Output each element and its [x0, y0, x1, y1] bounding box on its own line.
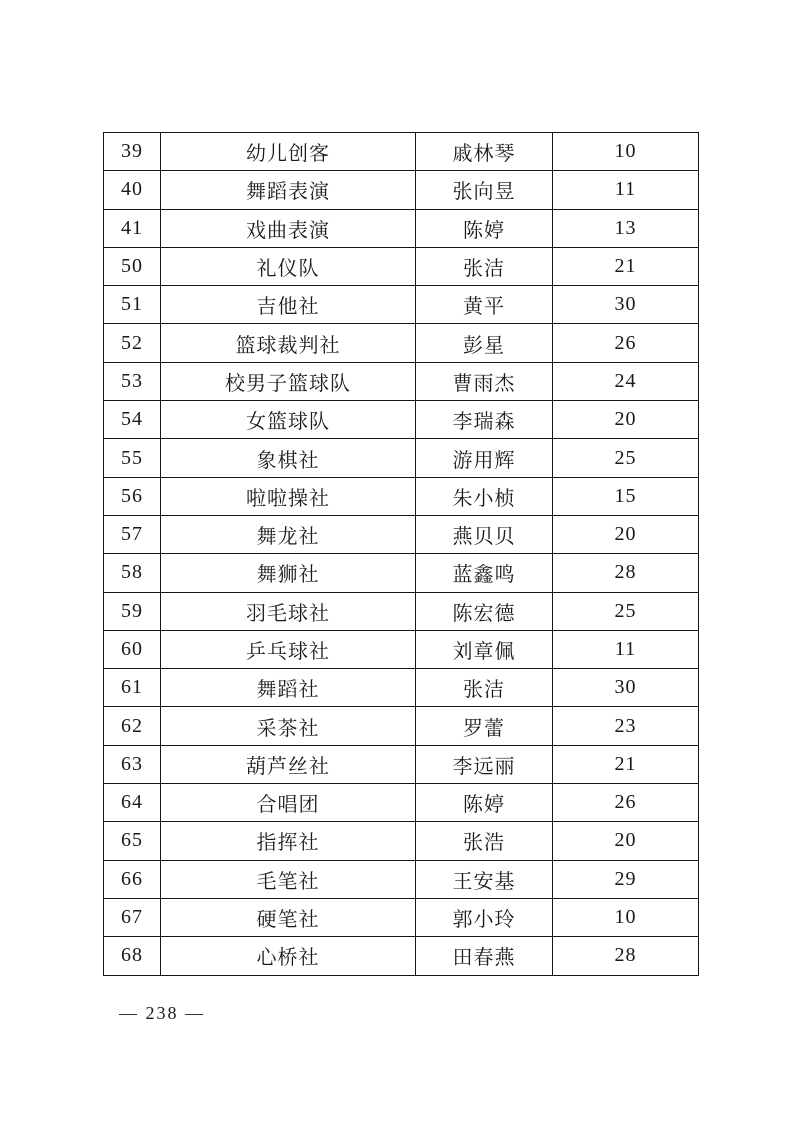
cell-leader-name: 戚林琴: [416, 133, 553, 171]
cell-row-number: 52: [104, 324, 161, 362]
cell-row-number: 58: [104, 554, 161, 592]
cell-club-name: 幼儿创客: [161, 133, 416, 171]
table-row: [104, 439, 699, 477]
table-row: [104, 286, 699, 324]
cell-member-count: 11: [553, 171, 699, 209]
table-row: [104, 362, 699, 400]
cell-club-name: 礼仪队: [161, 247, 416, 285]
table-row: [104, 554, 699, 592]
table-row: [104, 171, 699, 209]
table-row: [104, 630, 699, 668]
table-row: [104, 860, 699, 898]
cell-member-count: 21: [553, 247, 699, 285]
cell-leader-name: 燕贝贝: [416, 515, 553, 553]
cell-member-count: 30: [553, 669, 699, 707]
cell-row-number: 55: [104, 439, 161, 477]
cell-row-number: 53: [104, 362, 161, 400]
cell-row-number: 50: [104, 247, 161, 285]
table-row: [104, 669, 699, 707]
table-row: [104, 247, 699, 285]
cell-row-number: 54: [104, 401, 161, 439]
cell-leader-name: 张洁: [416, 247, 553, 285]
cell-member-count: 20: [553, 401, 699, 439]
cell-row-number: 67: [104, 898, 161, 936]
table-row: [104, 707, 699, 745]
cell-club-name: 硬笔社: [161, 898, 416, 936]
cell-leader-name: 王安基: [416, 860, 553, 898]
cell-member-count: 10: [553, 133, 699, 171]
cell-leader-name: 游用辉: [416, 439, 553, 477]
cell-leader-name: 刘章佩: [416, 630, 553, 668]
table-row: [104, 324, 699, 362]
cell-member-count: 28: [553, 937, 699, 975]
clubs-table: [103, 132, 699, 976]
cell-row-number: 57: [104, 515, 161, 553]
cell-member-count: 28: [553, 554, 699, 592]
cell-leader-name: 张洁: [416, 669, 553, 707]
cell-leader-name: 田春燕: [416, 937, 553, 975]
cell-row-number: 68: [104, 937, 161, 975]
table-row: [104, 937, 699, 975]
cell-leader-name: 陈宏德: [416, 592, 553, 630]
cell-club-name: 羽毛球社: [161, 592, 416, 630]
cell-row-number: 63: [104, 745, 161, 783]
cell-member-count: 26: [553, 324, 699, 362]
cell-leader-name: 朱小桢: [416, 477, 553, 515]
cell-leader-name: 郭小玲: [416, 898, 553, 936]
cell-club-name: 采茶社: [161, 707, 416, 745]
cell-club-name: 篮球裁判社: [161, 324, 416, 362]
cell-member-count: 20: [553, 822, 699, 860]
cell-member-count: 26: [553, 784, 699, 822]
cell-row-number: 41: [104, 209, 161, 247]
cell-row-number: 65: [104, 822, 161, 860]
cell-leader-name: 陈婷: [416, 784, 553, 822]
table-row: [104, 515, 699, 553]
cell-row-number: 40: [104, 171, 161, 209]
cell-member-count: 23: [553, 707, 699, 745]
cell-member-count: 20: [553, 515, 699, 553]
cell-club-name: 舞蹈社: [161, 669, 416, 707]
cell-member-count: 21: [553, 745, 699, 783]
cell-club-name: 葫芦丝社: [161, 745, 416, 783]
cell-row-number: 62: [104, 707, 161, 745]
table-row: [104, 133, 699, 171]
cell-member-count: 25: [553, 592, 699, 630]
cell-leader-name: 曹雨杰: [416, 362, 553, 400]
cell-member-count: 25: [553, 439, 699, 477]
cell-club-name: 舞龙社: [161, 515, 416, 553]
cell-club-name: 象棋社: [161, 439, 416, 477]
cell-club-name: 合唱团: [161, 784, 416, 822]
cell-member-count: 15: [553, 477, 699, 515]
table-row: [104, 898, 699, 936]
cell-member-count: 10: [553, 898, 699, 936]
table-row: [104, 822, 699, 860]
cell-leader-name: 李远丽: [416, 745, 553, 783]
cell-club-name: 心桥社: [161, 937, 416, 975]
cell-row-number: 59: [104, 592, 161, 630]
table-row: [104, 784, 699, 822]
cell-club-name: 舞狮社: [161, 554, 416, 592]
cell-row-number: 39: [104, 133, 161, 171]
page-number: — 238 —: [119, 1003, 205, 1023]
cell-leader-name: 李瑞森: [416, 401, 553, 439]
cell-club-name: 女篮球队: [161, 401, 416, 439]
cell-leader-name: 张向昱: [416, 171, 553, 209]
cell-club-name: 戏曲表演: [161, 209, 416, 247]
cell-club-name: 吉他社: [161, 286, 416, 324]
cell-club-name: 毛笔社: [161, 860, 416, 898]
table-row: [104, 477, 699, 515]
cell-row-number: 51: [104, 286, 161, 324]
cell-leader-name: 彭星: [416, 324, 553, 362]
table-row: [104, 209, 699, 247]
cell-club-name: 校男子篮球队: [161, 362, 416, 400]
table-row: [104, 401, 699, 439]
cell-row-number: 66: [104, 860, 161, 898]
cell-leader-name: 张浩: [416, 822, 553, 860]
cell-member-count: 29: [553, 860, 699, 898]
cell-row-number: 56: [104, 477, 161, 515]
cell-row-number: 60: [104, 630, 161, 668]
cell-leader-name: 蓝鑫鸣: [416, 554, 553, 592]
cell-row-number: 61: [104, 669, 161, 707]
clubs-table-body: [104, 133, 699, 976]
cell-club-name: 指挥社: [161, 822, 416, 860]
cell-club-name: 舞蹈表演: [161, 171, 416, 209]
cell-member-count: 13: [553, 209, 699, 247]
cell-member-count: 30: [553, 286, 699, 324]
cell-member-count: 11: [553, 630, 699, 668]
cell-leader-name: 黄平: [416, 286, 553, 324]
cell-club-name: 啦啦操社: [161, 477, 416, 515]
table-row: [104, 745, 699, 783]
cell-leader-name: 罗蕾: [416, 707, 553, 745]
cell-member-count: 24: [553, 362, 699, 400]
cell-club-name: 乒乓球社: [161, 630, 416, 668]
cell-row-number: 64: [104, 784, 161, 822]
cell-leader-name: 陈婷: [416, 209, 553, 247]
table-row: [104, 592, 699, 630]
